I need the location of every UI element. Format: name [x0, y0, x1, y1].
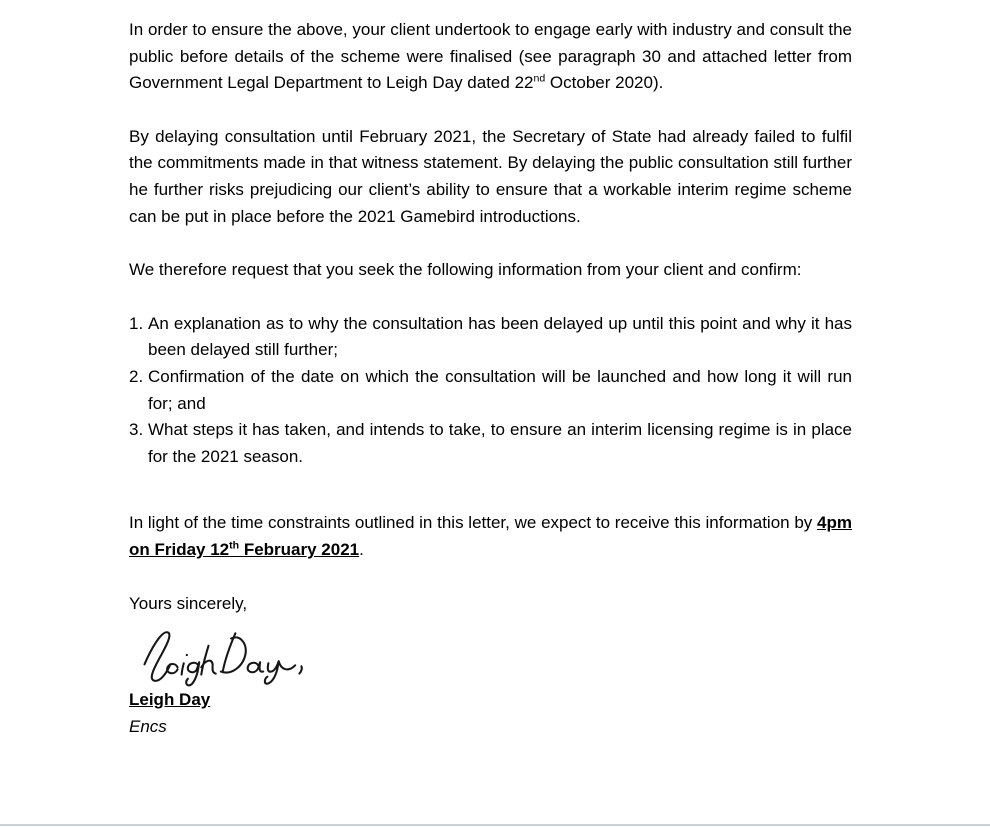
- enclosures-note: Encs: [129, 716, 167, 736]
- paragraph-engage-early: [129, 17, 852, 97]
- deadline-date-end: February 2021: [239, 539, 360, 559]
- list-item-text: What steps it has taken, and intends to take, to ensure an interim licensing regime is in place for the 2021 season.: [148, 420, 852, 466]
- superscript-th: th: [229, 539, 240, 552]
- p1-text: In order to ensure the above, your client undertook to engage early with industry and consult the public before details of the scheme were finalised (see paragraph 30 and attached letter from Government Legal Department to Leigh Day dated 22: [129, 20, 852, 93]
- signer-name: Leigh Day: [129, 690, 211, 710]
- handwritten-signature-leigh-day: [129, 623, 319, 687]
- list-item: [129, 417, 852, 470]
- paragraph-request-information: We therefore request that you seek the following information from your client and confirm:: [129, 260, 802, 280]
- list-item: [129, 364, 852, 417]
- bottom-divider: [0, 824, 990, 826]
- superscript-nd: nd: [533, 72, 546, 85]
- deadline-date-start: 4pm on Friday 12: [129, 513, 852, 559]
- closing-salutation: Yours sincerely,: [129, 593, 248, 613]
- list-item: [129, 311, 852, 364]
- list-item-text: Confirmation of the date on which the consultation will be launched and how long it will run for; and: [148, 366, 852, 413]
- list-item-text: An explanation as to why the consultation has been delayed up until this point and why it has been delayed still further;: [148, 313, 852, 360]
- list-item-number: 1.: [129, 313, 144, 333]
- p4-text: In light of the time constraints outlined in this letter, we expect to receive this information by: [129, 513, 818, 533]
- list-item-number: 3.: [129, 420, 144, 440]
- p4-period: .: [359, 539, 364, 559]
- p1-text-end: October 2020).: [545, 73, 664, 93]
- list-item-number: 2.: [129, 366, 144, 386]
- signature: [129, 623, 852, 687]
- paragraph-deadline: [129, 510, 852, 563]
- numbered-list: [129, 311, 852, 471]
- paragraph-delaying-consultation: By delaying consultation until February 2021, the Secretary of State had already failed to fulfil the commitments made in that witness statement. By delaying the public consultation still further he further risks prejudicing our client’s ability to ensure that a workable interim regime scheme can be put in place before the 2021 Gamebird introductions.: [129, 126, 852, 226]
